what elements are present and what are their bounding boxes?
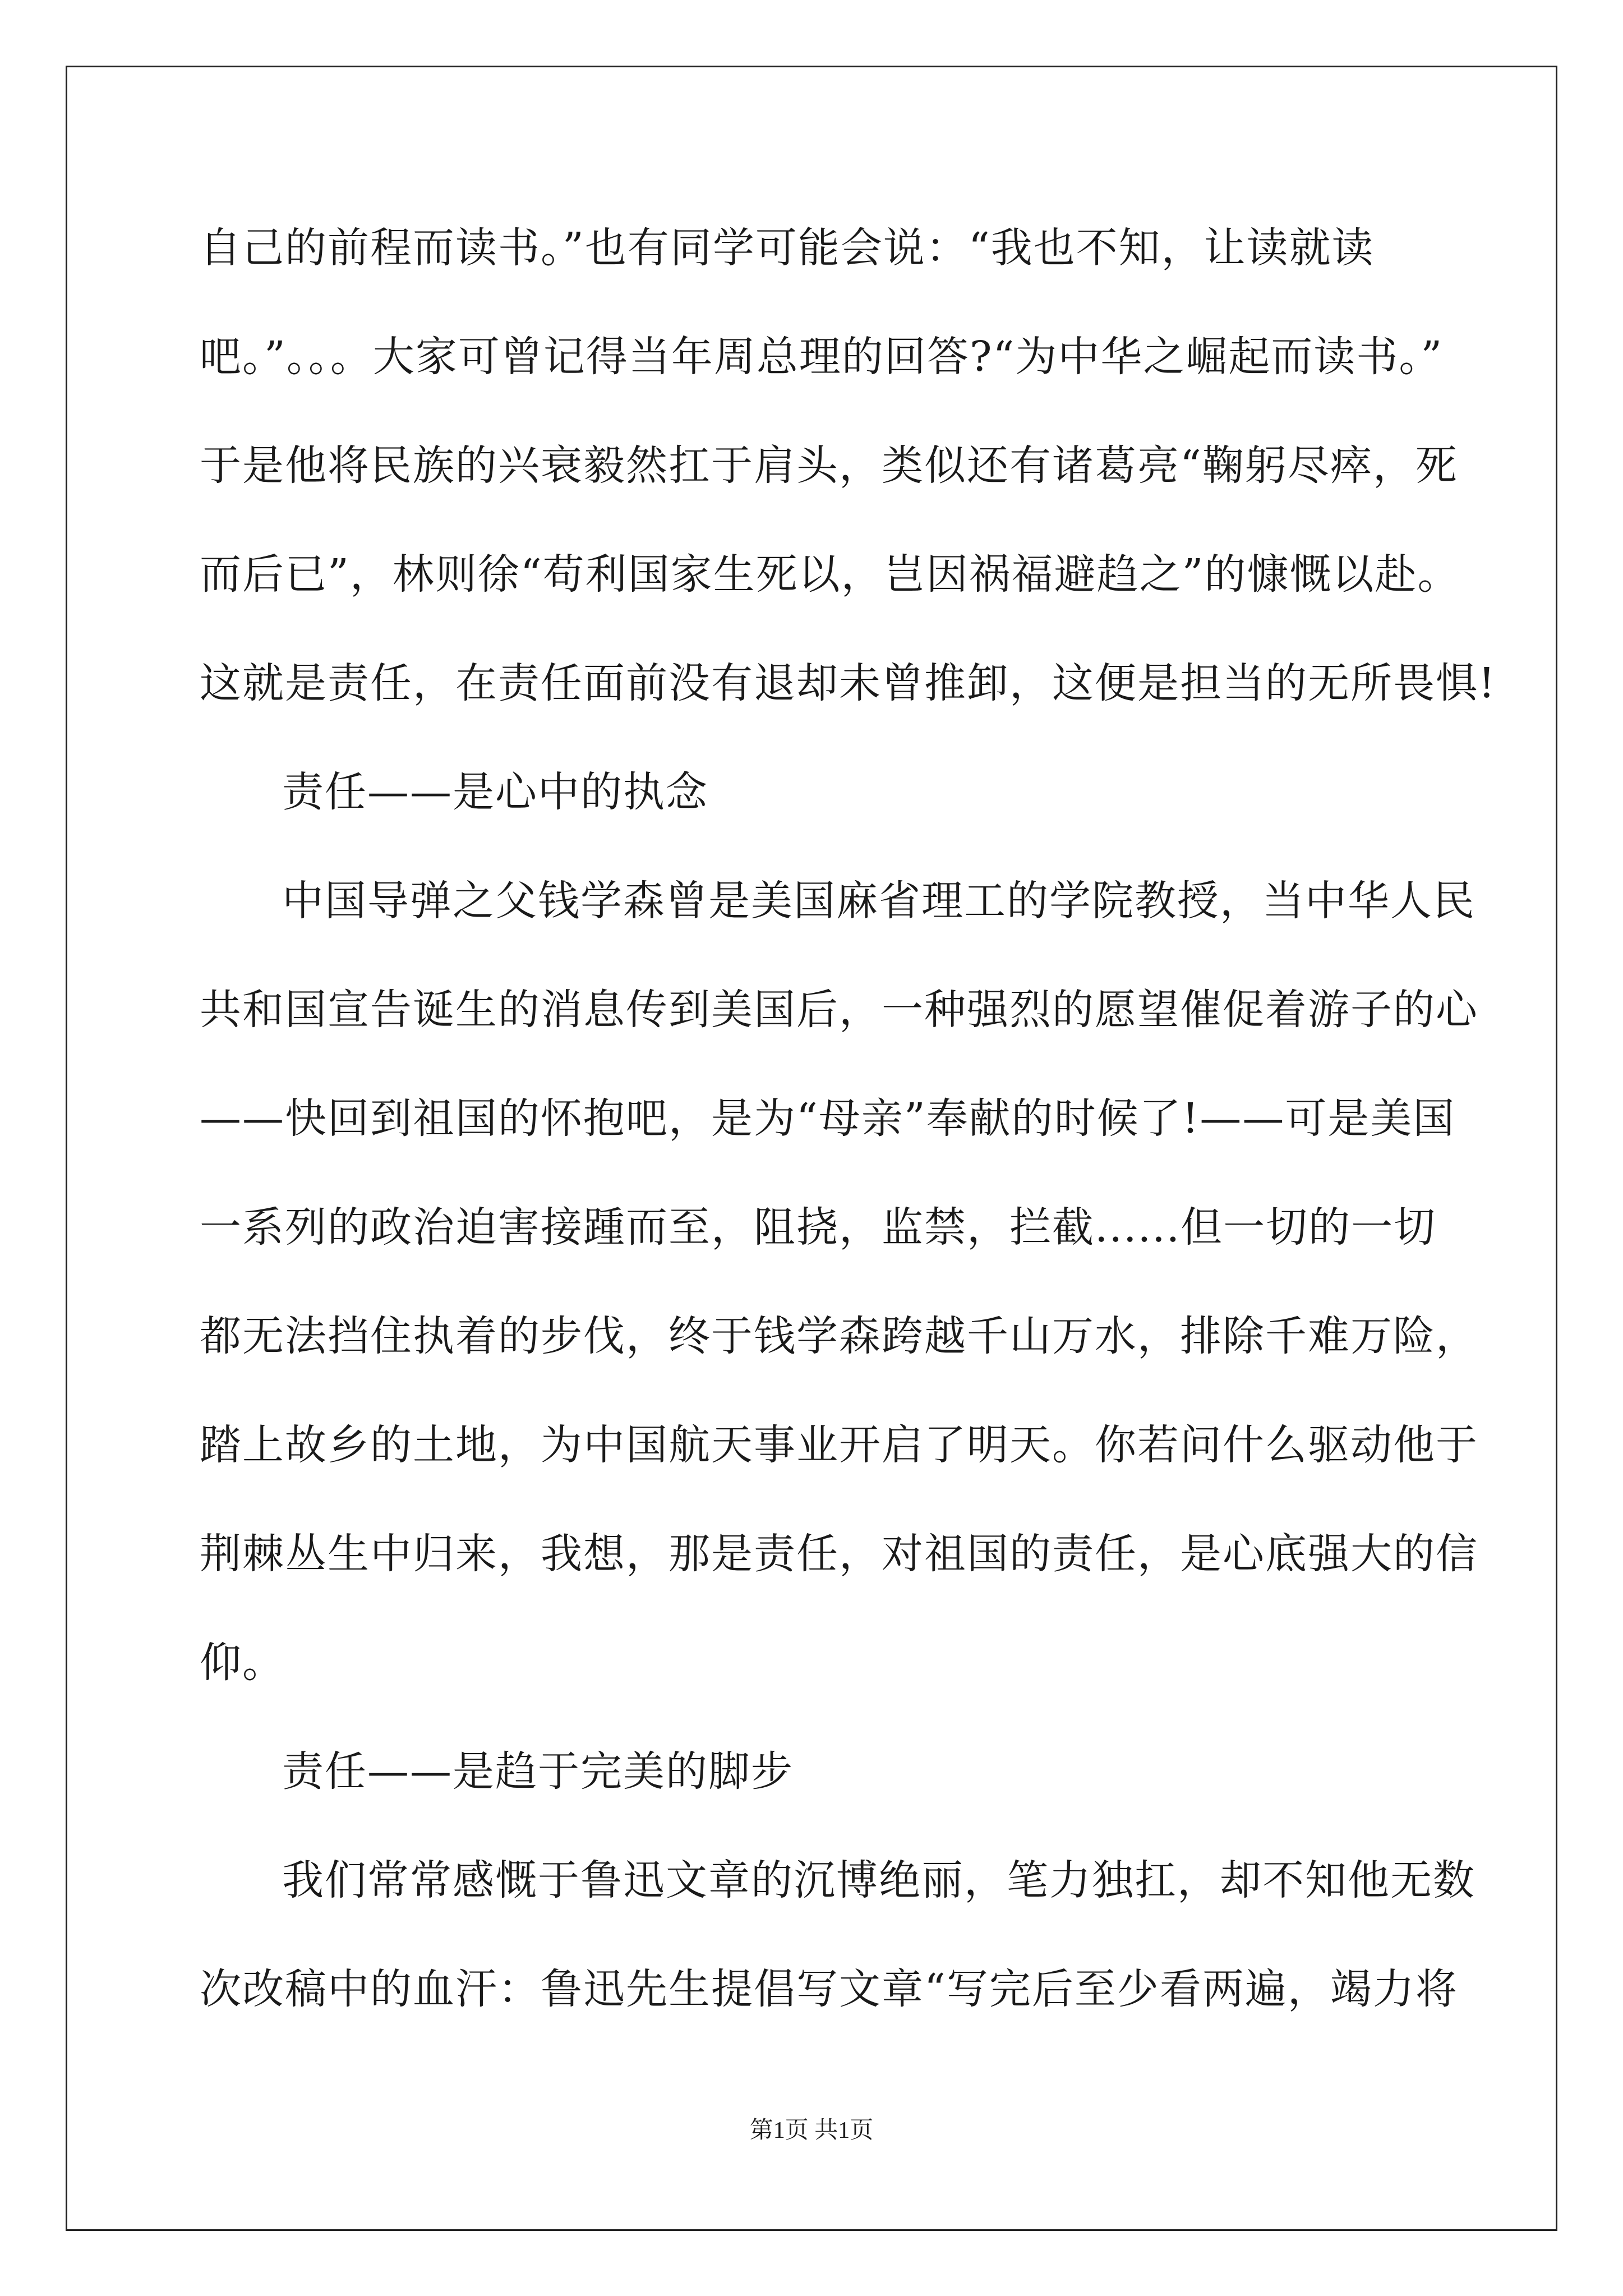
text-line: 共和国宣告诞生的消息传到美国后，一种强烈的愿望催促着游子的心 — [200, 986, 1478, 1034]
text-line: 这就是责任，在责任面前没有退却未曾推卸，这便是担当的无所畏惧! — [200, 659, 1496, 707]
text-line: 仰。 — [200, 1639, 285, 1687]
section-heading: 责任——是心中的执念 — [282, 768, 708, 816]
page-footer: 第1页 共1页 — [749, 2118, 874, 2143]
text-line: 中国导弹之父钱学森曾是美国麻省理工的学院教授，当中华人民 — [282, 877, 1476, 925]
text-line: 于是他将民族的兴衰毅然扛于肩头，类似还有诸葛亮“鞠躬尽瘁，死 — [200, 441, 1458, 490]
text-line: 次改稿中的血汗：鲁迅先生提倡写文章“写完后至少看两遍，竭力将 — [200, 1965, 1458, 2013]
section-heading: 责任——是趋于完美的脚步 — [282, 1747, 794, 1796]
text-line: 吧。”。。。大家可曾记得当年周总理的回答?“为中华之崛起而读书。” — [200, 333, 1444, 381]
text-line: 踏上故乡的土地，为中国航天事业开启了明天。你若问什么驱动他于 — [200, 1421, 1478, 1469]
text-line: 而后已”，林则徐“苟利国家生死以，岂因祸福避趋之”的慷慨以赴。 — [200, 550, 1460, 599]
text-line: 荆棘丛生中归来，我想，那是责任，对祖国的责任，是心底强大的信 — [200, 1530, 1478, 1578]
text-line: 我们常常感慨于鲁迅文章的沉博绝丽，笔力独扛，却不知他无数 — [282, 1856, 1476, 1904]
text-line: 一系列的政治迫害接踵而至，阻挠，监禁，拦截......但一切的一切 — [200, 1203, 1437, 1251]
text-line: 自己的前程而读书。”也有同学可能会说：“我也不知，让读就读 — [200, 224, 1375, 272]
text-line: 都无法挡住执着的步伐，终于钱学森跨越千山万水，排除千难万险， — [200, 1312, 1478, 1360]
text-line: ——快回到祖国的怀抱吧，是为“母亲”奉献的时候了!——可是美国 — [200, 1094, 1456, 1143]
